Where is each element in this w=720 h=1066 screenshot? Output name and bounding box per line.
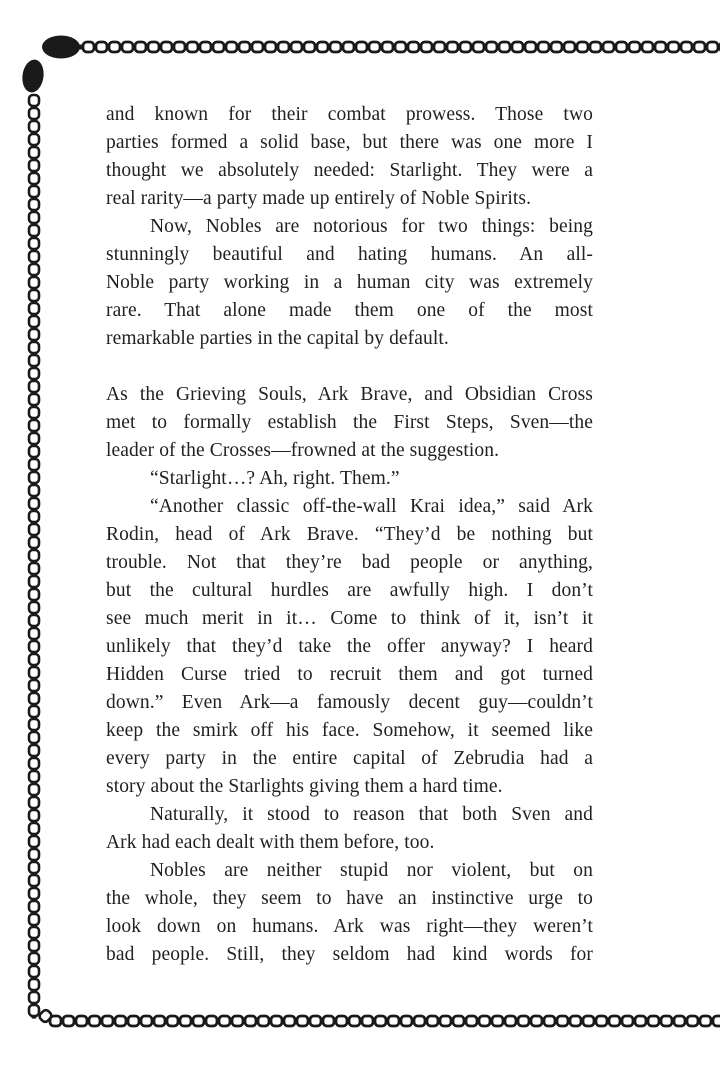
text-line: down.” Even Ark—a famously decent guy—couldn’t <box>106 692 593 713</box>
text-line: thought we absolutely needed: Starlight. They were a <box>106 160 593 181</box>
scene-break <box>106 353 593 381</box>
text-line: leader of the Crosses—frowned at the suggestion. <box>106 440 500 461</box>
text-line: stunningly beautiful and hating humans. An all- <box>106 244 593 265</box>
text-line: see much merit in it… Come to think of it, isn’t it <box>106 608 593 629</box>
text-line: real rarity—a party made up entirely of Noble Spirits. <box>106 188 532 209</box>
paragraph <box>106 101 593 213</box>
paragraph <box>106 213 593 353</box>
text-line: “Another classic off-the-wall Krai idea,” said Ark <box>150 496 593 517</box>
text-line: and known for their combat prowess. Those two <box>106 104 593 125</box>
paragraph <box>106 381 593 465</box>
text-line: trouble. Not that they’re bad people or anything, <box>106 552 593 573</box>
text-line: rare. That alone made them one of the most <box>106 300 593 321</box>
text-line: every party in the entire capital of Zebrudia had a <box>106 748 593 769</box>
paragraph <box>106 857 593 969</box>
text-line: keep the smirk off his face. Somehow, it seemed like <box>106 720 593 741</box>
text-line: story about the Starlights giving them a hard time. <box>106 776 503 797</box>
text-line: Ark had each dealt with them before, too. <box>106 832 435 853</box>
text-line: met to formally establish the First Steps, Sven—the <box>106 412 593 433</box>
text-line: look down on humans. Ark was right—they weren’t <box>106 916 593 937</box>
page-text <box>106 101 593 969</box>
text-line: Nobles are neither stupid nor violent, but on <box>150 860 593 881</box>
text-line: Naturally, it stood to reason that both Sven and <box>150 804 593 825</box>
text-line: Hidden Curse tried to recruit them and got turned <box>106 664 593 685</box>
text-line: unlikely that they’d take the offer anyway? I heard <box>106 636 593 657</box>
paragraph <box>106 493 593 801</box>
text-line: As the Grieving Souls, Ark Brave, and Obsidian Cross <box>106 384 593 405</box>
text-line: bad people. Still, they seldom had kind words for <box>106 944 593 965</box>
text-line: but the cultural hurdles are awfully high. I don’t <box>106 580 593 601</box>
paragraph <box>106 801 593 857</box>
text-line: the whole, they seem to have an instinctive urge to <box>106 888 593 909</box>
text-line: remarkable parties in the capital by default. <box>106 328 449 349</box>
text-line: “Starlight…? Ah, right. Them.” <box>150 468 400 489</box>
text-line: Noble party working in a human city was extremely <box>106 272 593 293</box>
text-line: Now, Nobles are notorious for two things: being <box>150 216 593 237</box>
paragraph <box>106 465 593 493</box>
text-line: Rodin, head of Ark Brave. “They’d be nothing but <box>106 524 593 545</box>
text-line: parties formed a solid base, but there was one more I <box>106 132 593 153</box>
